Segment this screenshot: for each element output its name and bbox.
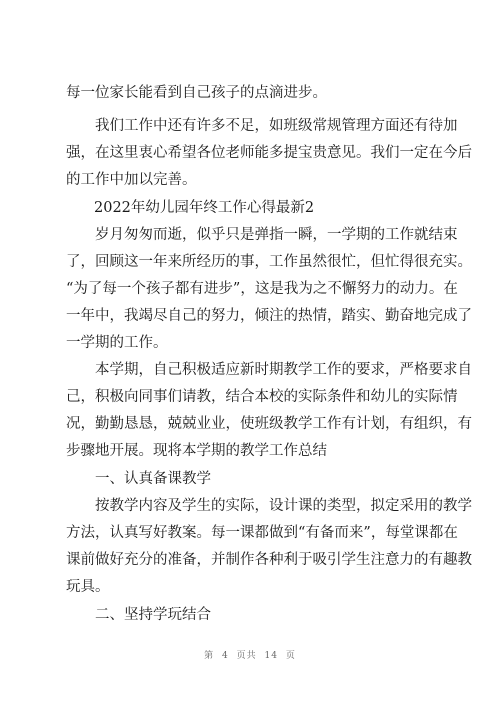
text-line: 岁月匆匆而逝，似乎只是弹指一瞬，一学期的工作就结束 (95, 227, 458, 243)
text-line: 了，回顾这一年来所经历的事，工作虽然很忙，但忙得很充实。 (66, 254, 472, 270)
text-line: 己，积极向同事们请教，结合本校的实际条件和幼儿的实际情 (66, 389, 458, 405)
text-line: “为了每一个孩子都有进步”，这是我为之不懈努力的动力。在 (66, 281, 458, 297)
footer-prefix: 第 (204, 651, 215, 661)
section-heading: 一、认真备课教学 (95, 471, 211, 487)
text-line: 一年中，我竭尽自己的努力，倾注的热情，踏实、勤奋地完成了 (66, 308, 472, 324)
text-line: 步骤地开展。现将本学期的教学工作总结 (66, 443, 327, 459)
footer-middle: 页共 (236, 651, 257, 661)
footer-page-number: 4 (222, 651, 229, 661)
text-line: 本学期，自己积极适应新时期教学工作的要求，严格要求自 (95, 362, 472, 378)
text-line: 强，在这里衷心希望各位老师能多提宝贵意见。我们一定在今后 (66, 145, 472, 161)
text-line: 的工作中加以完善。 (66, 172, 197, 188)
text-line: 方法，认真写好教案。每一课都做到“有备而来”，每堂课都在 (66, 525, 458, 541)
footer-total-pages: 14 (264, 651, 278, 661)
text-line: 我们工作中还有许多不足，如班级常规管理方面还有待加 (95, 118, 458, 134)
text-line: 玩具。 (66, 579, 110, 595)
text-line: 一学期的工作。 (66, 335, 168, 351)
text-line: 况，勤勤恳恳，兢兢业业，使班级教学工作有计划，有组织，有 (66, 416, 472, 432)
text-line: 按教学内容及学生的实际，设计课的类型，拟定采用的教学 (95, 498, 472, 514)
text-line: 每一位家长能看到自己孩子的点滴进步。 (66, 85, 327, 101)
section-heading: 二、坚持学玩结合 (95, 607, 211, 623)
section-heading: 2022年幼儿园年终工作心得最新2 (94, 200, 315, 216)
text-line: 课前做好充分的准备，并制作各种利于吸引学生注意力的有趣教 (66, 552, 472, 568)
page-footer (0, 648, 500, 661)
footer-suffix: 页 (285, 651, 296, 661)
